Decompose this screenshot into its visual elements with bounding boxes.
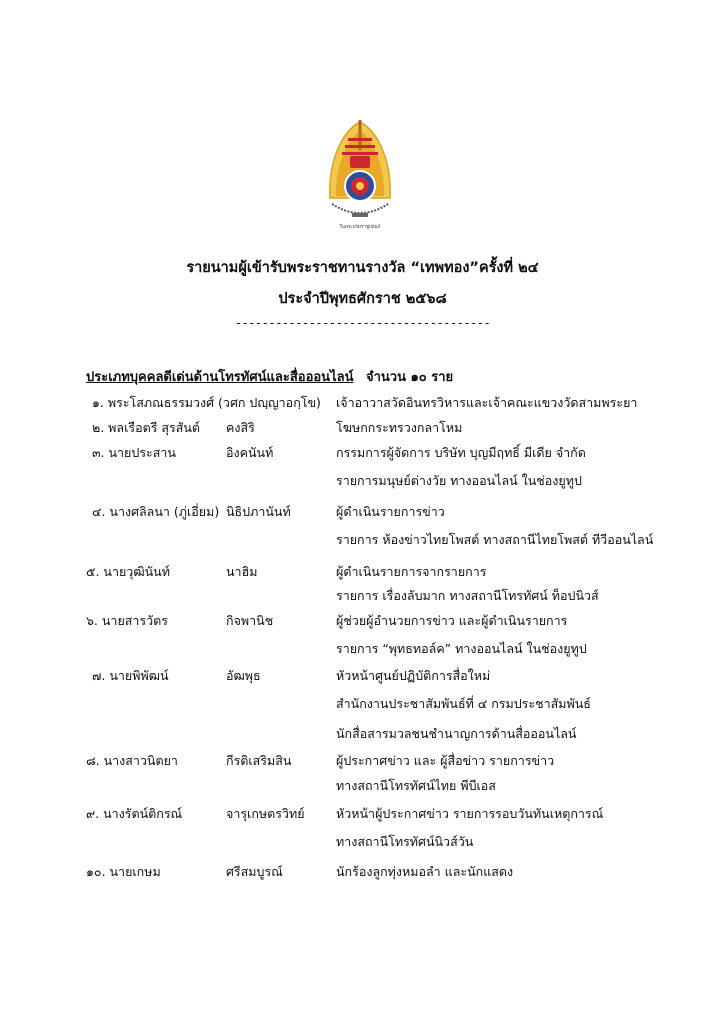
list-item-surname: อัฒพุธ xyxy=(226,668,261,683)
list-item-description: หัวหน้าผู้ประกาศข่าว รายการรอบวันทันเหตุการณ์ xyxy=(336,806,604,821)
list-item-name: ๗. นายพิพัฒน์ xyxy=(92,668,169,683)
list-item-surname: นิธิปภานันท์ xyxy=(226,504,291,519)
list-item-description: สำนักงานประชาสัมพันธ์ที่ ๔ กรมประชาสัมพันธ์ xyxy=(336,696,591,711)
list-item-description: ทางสถานีโทรทัศน์นิวส์วัน xyxy=(336,834,474,849)
list-item-description: ผู้ดำเนินรายการข่าว xyxy=(336,504,445,519)
category-heading xyxy=(86,366,453,387)
list-item-description: นักร้องลูกทุ่งหมอลำ และนักแสดง xyxy=(336,864,514,879)
list-item-description: กรรมการผู้จัดการ บริษัท บุญมีฤทธิ์ มีเดีย จำกัด xyxy=(336,445,586,460)
list-item-name: ๙. นางรัตน์ติกรณ์ xyxy=(86,806,183,821)
page-title: รายนามผู้เข้ารับพระราชทานรางวัล “เทพทอง”ครั้งที่ ๒๔ xyxy=(186,260,539,276)
list-item-description: รายการมนุษย์ต่างวัย ทางออนไลน์ ในช่องยูทูป xyxy=(336,473,582,488)
list-item-description: ผู้ประกาศข่าว และ ผู้สื่อข่าว รายการข่าว xyxy=(336,753,555,768)
list-item-surname: อิงคนันท์ xyxy=(226,445,274,460)
logo-text-line: ในพระบรมราชูปถัมภ์ xyxy=(339,225,381,230)
list-item-name: ๑๐. นายเกษม xyxy=(86,864,161,879)
list-item-description: นักสื่อสารมวลชนชำนาญการด้านสื่อออนไลน์ xyxy=(336,726,577,741)
emblem-logo xyxy=(322,118,398,234)
list-item-name: ๖. นายสารวัตร xyxy=(86,613,168,628)
separator-line: -------------------------------------- xyxy=(234,316,491,330)
list-item-surname: นาฮิม xyxy=(226,564,258,579)
list-item-description: รายการ ห้องข่าวไทยโพสต์ ทางสถานีไทยโพสต์ ทีวีออนไลน์ xyxy=(336,532,654,547)
list-item-description: โฆษกกระทรวงกลาโหม xyxy=(336,420,463,435)
list-item-name: ๘. นางสาวนิตยา xyxy=(86,753,178,768)
list-item-surname: กิจพานิช xyxy=(226,613,274,628)
list-item-description: ผู้ดำเนินรายการจากรายการ xyxy=(336,564,487,579)
list-item-name: ๔. นางศลิลนา (ภู่เอี่ยม) xyxy=(92,504,220,519)
category-name: ประเภทบุคคลดีเด่นด้านโทรทัศน์และสื่อออนไลน์ xyxy=(86,370,354,385)
list-item-surname: คงสิริ xyxy=(226,420,255,435)
list-item-name: ๒. พลเรือตรี สุรสันต์ xyxy=(92,420,201,435)
list-item-name: ๓. นายประสาน xyxy=(92,445,176,460)
list-item-description: ผู้ช่วยผู้อำนวยการข่าว และผู้ดำเนินรายการ xyxy=(336,613,568,628)
list-item-surname: จารุเกษตรวิทย์ xyxy=(226,806,305,821)
list-item-description: รายการ เรื่องลับมาก ทางสถานีโทรทัศน์ ท็อปนิวส์ xyxy=(336,588,599,603)
list-item-name: ๕. นายวุฒินันท์ xyxy=(86,564,170,579)
list-item-name: ๑. พระโสภณธรรมวงศ์ (วศก ปญฺญาอกฺโข) xyxy=(92,395,321,410)
page-subtitle: ประจำปีพุทธศักราช ๒๕๖๘ xyxy=(278,291,447,307)
list-item-surname: ศรีสมบูรณ์ xyxy=(226,864,283,879)
list-item-description: เจ้าอาวาสวัดอินทรวิหารและเจ้าคณะแขวงวัดสามพระยา xyxy=(336,395,638,410)
list-item-description: รายการ “พุทธทอล์ค” ทางออนไลน์ ในช่องยูทูป xyxy=(336,641,587,656)
list-item-description: หัวหน้าศูนย์ปฏิบัติการสื่อใหม่ xyxy=(336,668,491,683)
list-item-description: ทางสถานีโทรทัศน์ไทย พีบีเอส xyxy=(336,778,496,793)
list-item-surname: กีรติเสริมสิน xyxy=(226,753,292,768)
category-count: จำนวน ๑๐ ราย xyxy=(366,370,454,385)
